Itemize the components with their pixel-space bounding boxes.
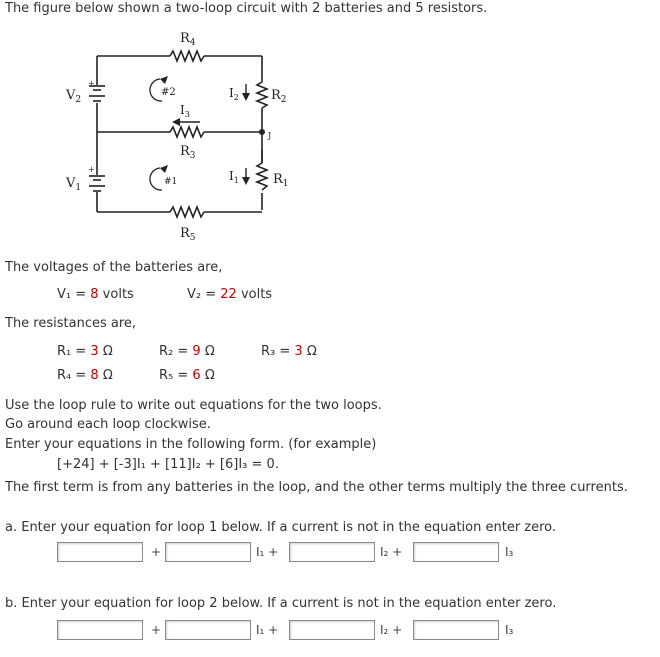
label-r5: $R_5$ — [180, 226, 196, 243]
instruction-line-4: The first term is from any batteries in the loop, and the other terms multiply the three currents. — [5, 480, 628, 495]
loop1-arrow-icon — [150, 168, 162, 190]
label-r2: $R_2$ — [271, 88, 287, 105]
i3-arrow-icon — [172, 118, 180, 126]
loop1-i1-coefficient-input[interactable] — [165, 542, 251, 562]
intro-text: The figure below shown a two-loop circuit with 2 batteries and 5 resistors. — [5, 1, 488, 16]
instruction-example: [+24] + [-3]I₁ + [11]I₂ + [6]I₃ = 0. — [57, 457, 279, 472]
label-r3: $R_3$ — [180, 144, 196, 161]
r5-value-line: R₅ = 6 Ω — [159, 368, 215, 383]
i1-arrow-icon — [242, 177, 250, 185]
battery-v2 — [89, 86, 105, 101]
loop2-constant-input[interactable] — [57, 620, 143, 640]
r4-value-line: R₄ = 8 Ω — [57, 368, 113, 383]
loop1-i3-coefficient-input[interactable] — [413, 542, 499, 562]
label-i2: $I_2$ — [229, 86, 239, 102]
v1-value-line: V₁ = 8 volts — [57, 287, 134, 302]
part-a-prompt: a. Enter your equation for loop 1 below. If a current is not in the equation enter zero. — [5, 520, 557, 535]
r2-value-line: R₂ = 9 Ω — [159, 344, 215, 359]
label-i3: $I_3$ — [180, 103, 190, 119]
loop1-i2-label: I₂ + — [380, 545, 403, 559]
loop1-arrowhead-icon — [160, 165, 168, 173]
instruction-line-3: Enter your equations in the following form. (for example) — [5, 437, 377, 452]
voltages-intro: The voltages of the batteries are, — [5, 260, 223, 275]
instruction-line-2: Go around each loop clockwise. — [5, 417, 211, 432]
label-r4: $R_4$ — [180, 31, 196, 48]
loop1-plus-sign: + — [151, 545, 162, 559]
circuit-diagram — [0, 0, 660, 250]
resistances-intro: The resistances are, — [5, 316, 137, 331]
resistor-r5 — [170, 207, 204, 217]
resistor-r3 — [170, 127, 204, 137]
plus-v1: + — [88, 165, 95, 174]
loop1-i2-coefficient-input[interactable] — [289, 542, 375, 562]
label-junction: J — [268, 131, 272, 140]
v2-value-line: V₂ = 22 volts — [187, 287, 273, 302]
label-v1: $V_1$ — [66, 176, 82, 193]
loop2-i1-label: I₁ + — [256, 623, 279, 637]
r3-value-line: R₃ = 3 Ω — [261, 344, 317, 359]
part-b-prompt: b. Enter your equation for loop 2 below. If a current is not in the equation enter zero. — [5, 596, 557, 611]
loop2-plus-sign: + — [151, 623, 162, 637]
label-i1: $I_1$ — [229, 169, 239, 185]
resistor-r2 — [257, 82, 267, 108]
resistor-r4 — [170, 51, 204, 61]
r1-value-line: R₁ = 3 Ω — [57, 344, 113, 359]
junction-dot — [259, 129, 265, 135]
loop2-i1-coefficient-input[interactable] — [165, 620, 251, 640]
label-loop1: #1 — [164, 177, 178, 187]
loop2-i2-label: I₂ + — [380, 623, 403, 637]
loop2-i3-coefficient-input[interactable] — [413, 620, 499, 640]
label-loop2: #2 — [161, 87, 176, 98]
instruction-line-1: Use the loop rule to write out equations for the two loops. — [5, 398, 382, 413]
label-r1: $R_1$ — [273, 172, 289, 189]
plus-v2: + — [88, 79, 95, 88]
battery-v1 — [89, 176, 105, 191]
label-v2: $V_2$ — [66, 88, 82, 105]
loop1-i3-label: I₃ — [505, 545, 514, 559]
i2-arrow-icon — [242, 93, 250, 101]
loop2-arrowhead-icon — [160, 76, 168, 84]
loop1-constant-input[interactable] — [57, 542, 143, 562]
loop2-i3-label: I₃ — [505, 623, 514, 637]
loop1-i1-label: I₁ + — [256, 545, 279, 559]
loop2-i2-coefficient-input[interactable] — [289, 620, 375, 640]
